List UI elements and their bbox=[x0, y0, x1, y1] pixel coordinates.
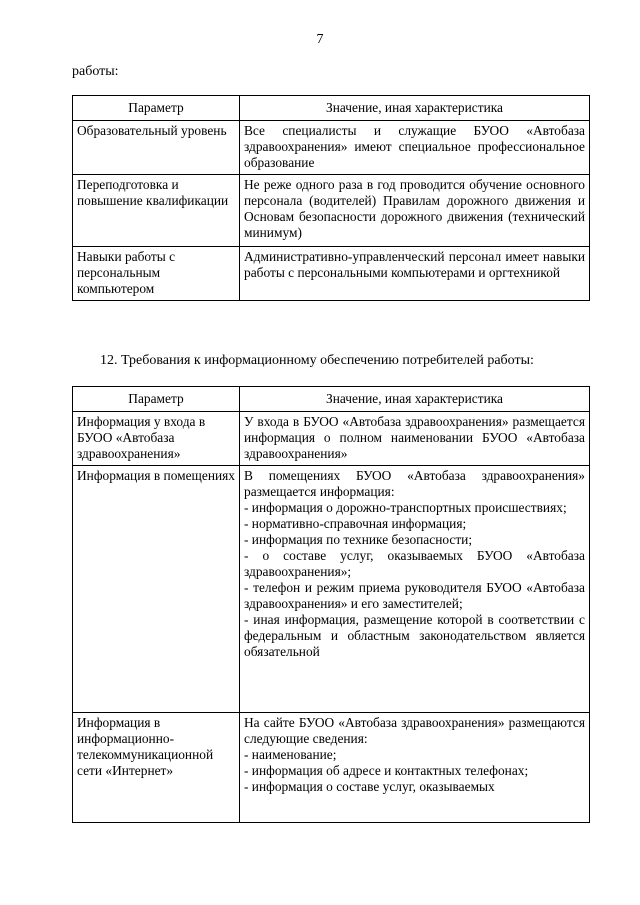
param-cell: Навыки работы с персональным компьютером bbox=[73, 247, 240, 301]
list-item: - телефон и режим приема руководителя БУОО «Автобаза здравоохранения» и его заместителей; bbox=[244, 580, 585, 611]
param-cell: Информация у входа в БУОО «Автобаза здравоохранения» bbox=[73, 412, 240, 466]
page-number: 7 bbox=[316, 32, 324, 47]
value-intro: На сайте БУОО «Автобаза здравоохранения» размещаются следующие сведения: bbox=[244, 715, 585, 746]
param-cell: Образовательный уровень bbox=[73, 121, 240, 175]
header-value: Значение, иная характеристика bbox=[240, 387, 590, 412]
list-item: - наименование; bbox=[244, 747, 337, 762]
value-intro: В помещениях БУОО «Автобаза здравоохранения» размещается информация: bbox=[244, 468, 585, 499]
table-header-row bbox=[73, 96, 590, 121]
param-cell: Информация в помещениях bbox=[73, 466, 240, 713]
value-cell: У входа в БУОО «Автобаза здравоохранения» размещается информация о полном наименовании БУОО «Автобаза здравоохранения» bbox=[240, 412, 590, 466]
list-item: - информация о составе услуг, оказываемых bbox=[244, 779, 495, 794]
intro-text: работы: bbox=[72, 64, 119, 79]
value-cell bbox=[240, 713, 590, 823]
table-header-row bbox=[73, 387, 590, 412]
param-cell: Информация в информационно-телекоммуникационной сети «Интернет» bbox=[73, 713, 240, 823]
header-parameter: Параметр bbox=[73, 387, 240, 412]
section-12-heading: 12. Требования к информационному обеспечению потребителей работы: bbox=[100, 353, 534, 368]
value-cell: Все специалисты и служащие БУОО «Автобаза здравоохранения» имеют специальное профессиональное образование bbox=[240, 121, 590, 175]
list-item: - информация об адресе и контактных телефонах; bbox=[244, 763, 529, 778]
value-cell bbox=[240, 466, 590, 713]
header-value: Значение, иная характеристика bbox=[240, 96, 590, 121]
list-item: - информация по технике безопасности; bbox=[244, 532, 473, 547]
list-item: - нормативно-справочная информация; bbox=[244, 516, 467, 531]
table-row bbox=[73, 121, 590, 175]
table-row bbox=[73, 466, 590, 713]
list-item: - информация о дорожно-транспортных происшествиях; bbox=[244, 500, 567, 515]
table-row bbox=[73, 412, 590, 466]
param-cell: Переподготовка и повышение квалификации bbox=[73, 175, 240, 247]
staff-requirements-table bbox=[72, 95, 590, 301]
table-row bbox=[73, 713, 590, 823]
info-requirements-table bbox=[72, 386, 590, 823]
table-row bbox=[73, 247, 590, 301]
header-parameter: Параметр bbox=[73, 96, 240, 121]
value-cell: Административно-управленческий персонал имеет навыки работы с персональными компьютерами и оргтехникой bbox=[240, 247, 590, 301]
table-row bbox=[73, 175, 590, 247]
list-item: - иная информация, размещение которой в соответствии с федеральным и областным законодательством является обязательной bbox=[244, 612, 585, 659]
value-cell: Не реже одного раза в год проводится обучение основного персонала (водителей) Правилам дорожного движения и Основам безопасности дорожного движения (технический минимум) bbox=[240, 175, 590, 247]
list-item: - о составе услуг, оказываемых БУОО «Автобаза здравоохранения»; bbox=[244, 548, 585, 579]
